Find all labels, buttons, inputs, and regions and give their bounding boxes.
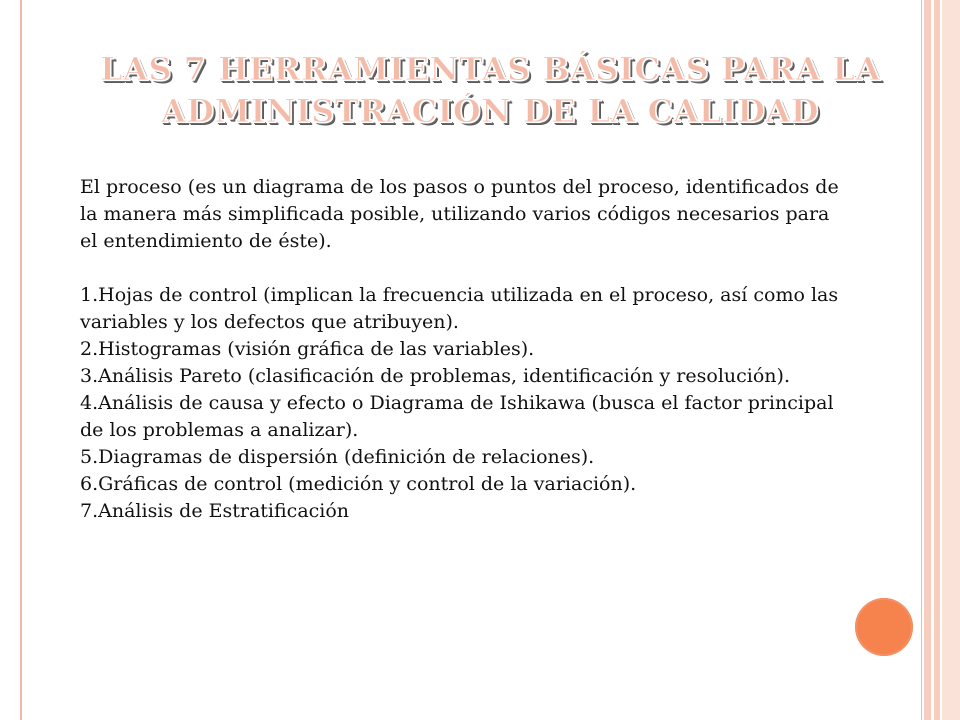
- list-item: 7.Análisis de Estratificación: [80, 500, 350, 522]
- right-border-stripe: [934, 0, 940, 720]
- slide-title-line-1: LAS 7 HERRAMIENTAS BÁSICAS PARA LA: [100, 50, 881, 88]
- right-border-line: [921, 0, 922, 720]
- list-item: 2.Histogramas (visión gráfica de las variables).: [80, 338, 535, 360]
- slide-body: [80, 174, 840, 525]
- list-item: 4.Análisis de causa y efecto o Diagrama de Ishikawa (busca el factor principal de los problemas a analizar).: [80, 392, 834, 441]
- list-item: 6.Gráficas de control (medición y control de la variación).: [80, 473, 637, 495]
- right-border-stripe: [942, 0, 960, 720]
- slide-title-line-2: ADMINISTRACIÓN DE LA CALIDAD: [160, 92, 820, 130]
- list-item: 5.Diagramas de dispersión (definición de relaciones).: [80, 446, 595, 468]
- slide-title: [100, 48, 880, 132]
- decorative-circle: [855, 598, 913, 656]
- right-border-stripe: [924, 0, 931, 720]
- intro-paragraph: El proceso (es un diagrama de los pasos o puntos del proceso, identificados de la manera más simplificada posible, utilizando varios códigos necesarios para el entendimiento de éste).: [80, 176, 839, 252]
- tools-list: [80, 282, 840, 525]
- list-item: 1.Hojas de control (implican la frecuencia utilizada en el proceso, así como las variables y los defectos que atribuyen).: [80, 284, 839, 333]
- paragraph-spacer: [80, 255, 840, 282]
- left-border-line: [20, 0, 22, 720]
- list-item: 3.Análisis Pareto (clasificación de problemas, identificación y resolución).: [80, 365, 790, 387]
